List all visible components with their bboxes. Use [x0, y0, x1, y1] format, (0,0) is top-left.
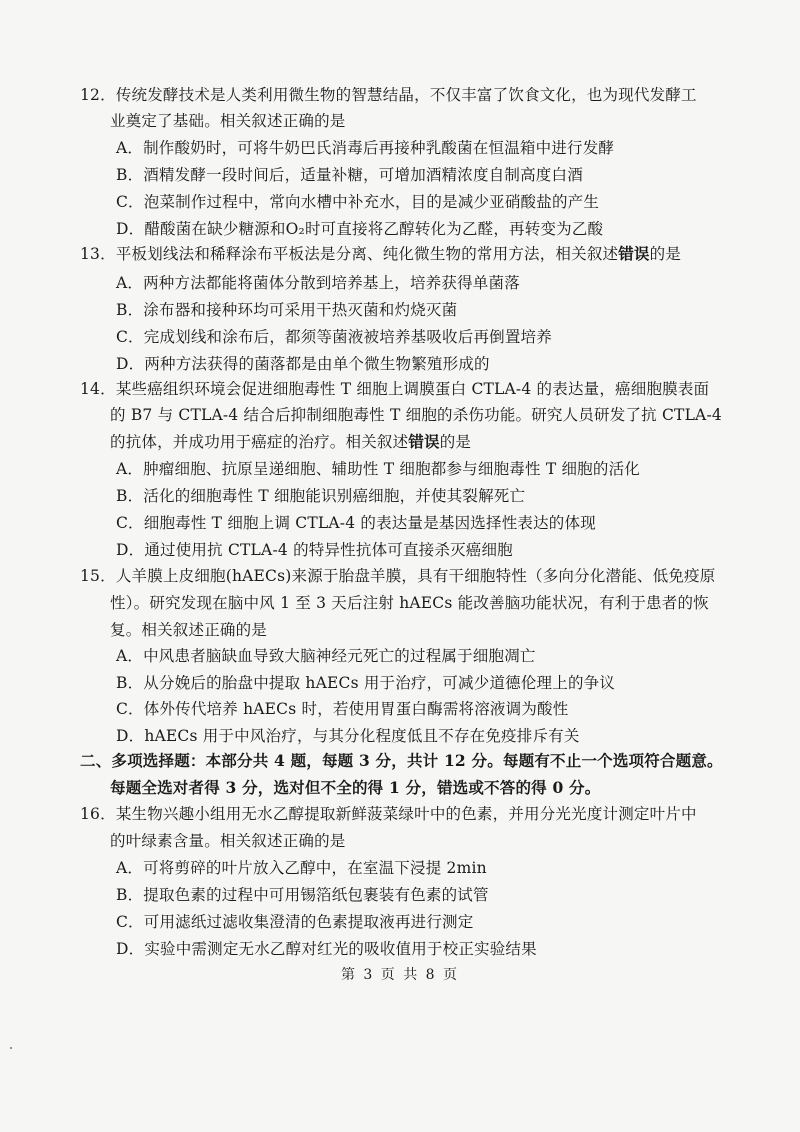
q14-option-a: A．肿瘤细胞、抗原呈递细胞、辅助性 T 细胞都参与细胞毒性 T 细胞的活化 [116, 460, 640, 478]
q14-emphasis: 错误 [408, 432, 440, 451]
q16-stem-line1: 16．某生物兴趣小组用无水乙醇提取新鲜菠菜绿叶中的色素，并用分光光度计测定叶片中 [80, 805, 697, 823]
q15-option-a: A．中风患者脑缺血导致大脑神经元死亡的过程属于细胞凋亡 [116, 647, 536, 665]
q14-stem-line1: 14．某些癌组织环境会促进细胞毒性 T 细胞上调膜蛋白 CTLA-4 的表达量，癌细胞膜表面 [80, 380, 710, 398]
q14-option-d: D．通过使用抗 CTLA-4 的特异性抗体可直接杀灭癌细胞 [116, 541, 513, 559]
q14-stem-text: 的抗体，并成功用于癌症的治疗。相关叙述 [110, 433, 409, 451]
q16-option-a: A．可将剪碎的叶片放入乙醇中，在室温下浸提 2min [116, 859, 487, 877]
q15-stem-line1: 15．人羊膜上皮细胞(hAECs)来源于胎盘羊膜，具有干细胞特性（多向分化潜能、低免疫原 [80, 567, 716, 585]
section2-heading-line2: 每题全选对者得 3 分，选对但不全的得 1 分，错选或不答的得 0 分。 [110, 778, 601, 797]
q14-stem-line3 [110, 431, 471, 453]
q15-option-c: C．体外传代培养 hAECs 时，若使用胃蛋白酶需将溶液调为酸性 [116, 700, 569, 718]
q12-option-a: A．制作酸奶时，可将牛奶巴氏消毒后再接种乳酸菌在恒温箱中进行发酵 [116, 139, 615, 157]
q16-stem-line2: 的叶绿素含量。相关叙述正确的是 [110, 832, 346, 850]
q13-stem-text: 13．平板划线法和稀释涂布平板法是分离、纯化微生物的常用方法，相关叙述 [80, 245, 619, 263]
q15-option-d: D．hAECs 用于中风治疗，与其分化程度低且不存在免疫排斥有关 [116, 727, 580, 745]
q13-emphasis: 错误 [618, 244, 650, 263]
scan-speck [10, 1047, 12, 1049]
q13-stem-line1 [80, 243, 681, 265]
q13-option-b: B．涂布器和接种环均可采用干热灭菌和灼烧灭菌 [116, 301, 458, 319]
q12-option-d: D．醋酸菌在缺少糖源和O₂时可直接将乙醇转化为乙醛，再转变为乙酸 [116, 220, 604, 238]
q14-option-c: C．细胞毒性 T 细胞上调 CTLA-4 的表达量是基因选择性表达的体现 [116, 514, 596, 532]
q16-option-c: C．可用滤纸过滤收集澄清的色素提取液再进行测定 [116, 913, 474, 931]
q12-option-c: C．泡菜制作过程中，常向水槽中补充水，目的是减少亚硝酸盐的产生 [116, 193, 600, 211]
q16-option-d: D．实验中需测定无水乙醇对红光的吸收值用于校正实验结果 [116, 940, 537, 958]
q14-stem-line2: 的 B7 与 CTLA-4 结合后抑制细胞毒性 T 细胞的杀伤功能。研究人员研发了抗 CTLA-4 [110, 406, 722, 424]
q13-stem-tail: 的是 [649, 245, 682, 263]
q14-option-b: B．活化的细胞毒性 T 细胞能识别癌细胞，并使其裂解死亡 [116, 487, 526, 505]
q13-option-d: D．两种方法获得的菌落都是由单个微生物繁殖形成的 [116, 355, 490, 373]
section2-heading-line1: 二、多项选择题：本部分共 4 题，每题 3 分，共计 12 分。每题有不止一个选项符合题意。 [80, 751, 723, 770]
q15-stem-line3: 复。相关叙述正确的是 [110, 621, 268, 639]
q16-option-b: B．提取色素的过程中可用锡箔纸包裹装有色素的试管 [116, 886, 489, 904]
q15-stem-line2: 性）。研究发现在脑中风 1 至 3 天后注射 hAECs 能改善脑功能状况，有利于患者的恢 [110, 594, 709, 612]
page-number-footer: 第 3 页 共 8 页 [340, 967, 460, 983]
q15-option-b: B．从分娩后的胎盘中提取 hAECs 用于治疗，可减少道德伦理上的争议 [116, 674, 616, 692]
q14-stem-tail: 的是 [439, 433, 472, 451]
q12-stem-line2: 业奠定了基础。相关叙述正确的是 [110, 112, 346, 130]
q12-stem-line1: 12．传统发酵技术是人类利用微生物的智慧结晶，不仅丰富了饮食文化，也为现代发酵工 [80, 86, 697, 104]
q13-option-a: A．两种方法都能将菌体分散到培养基上，培养获得单菌落 [116, 274, 520, 292]
q13-option-c: C．完成划线和涂布后，都须等菌液被培养基吸收后再倒置培养 [116, 328, 552, 346]
q12-option-b: B．酒精发酵一段时间后，适量补糖，可增加酒精浓度自制高度白酒 [116, 166, 583, 184]
